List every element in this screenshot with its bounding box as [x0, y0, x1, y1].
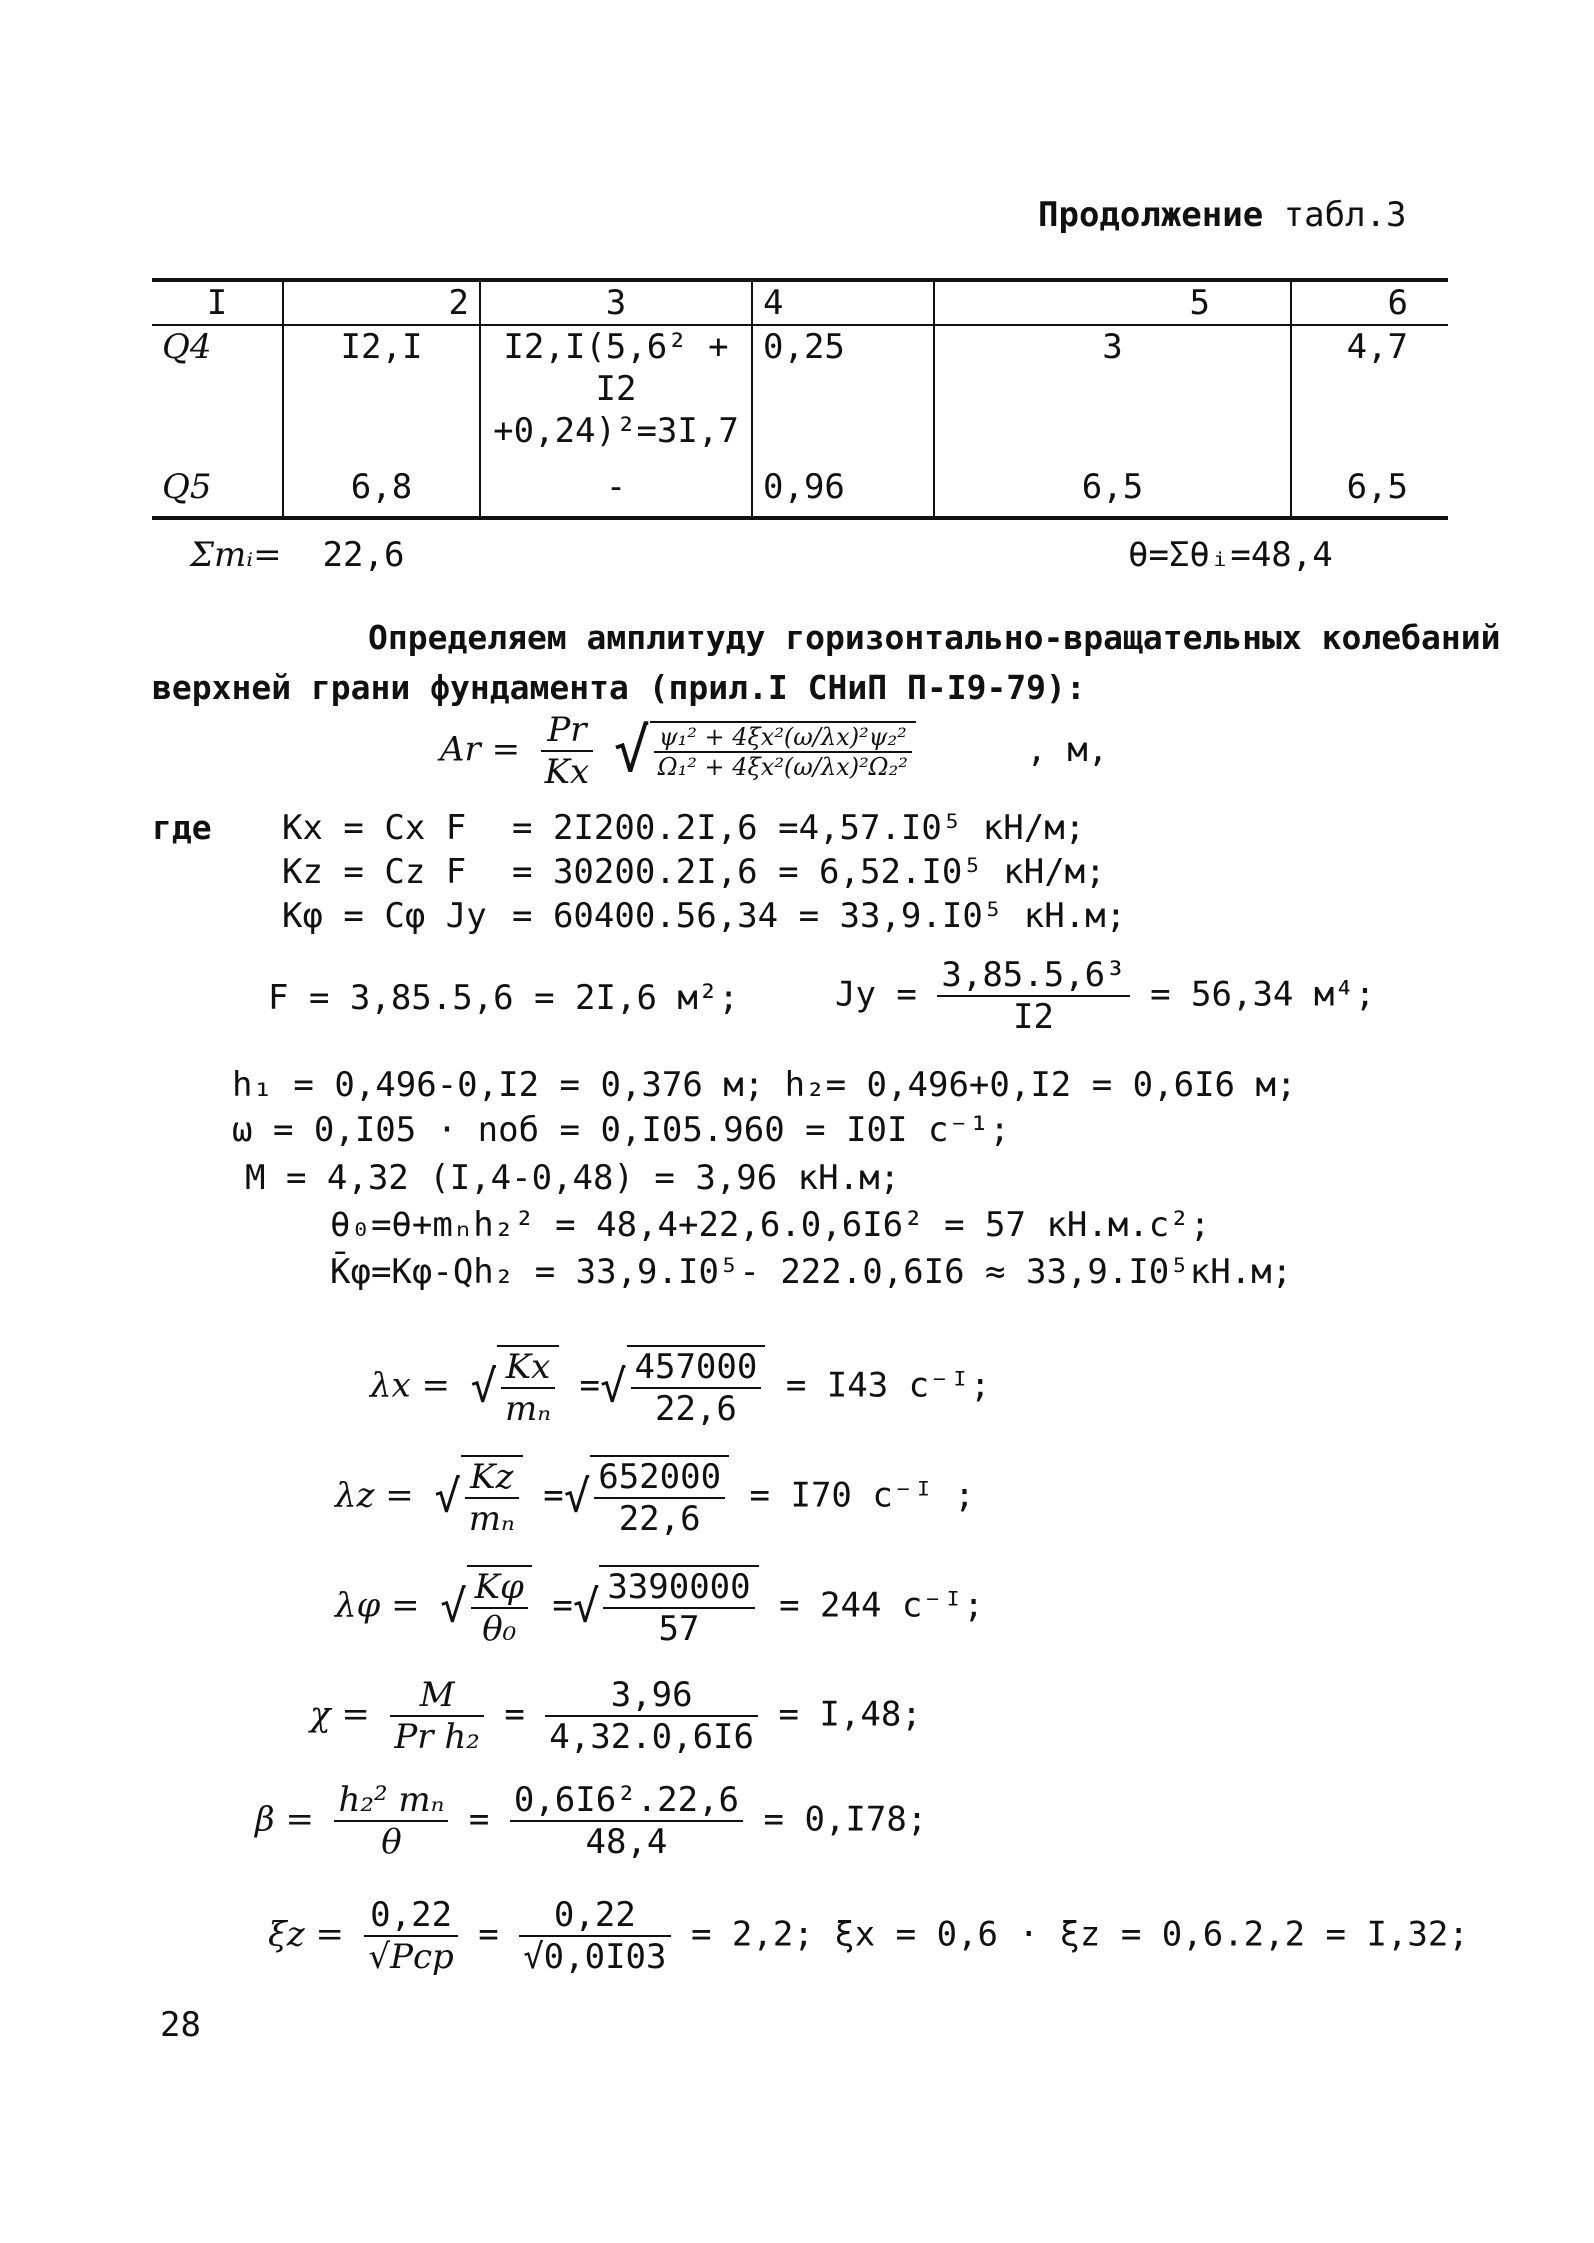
where-label: где — [152, 808, 212, 847]
h-line: h₁ = 0,496-0,I2 = 0,376 м; h₂= 0,496+0,I2 = 0,6I6 м; — [232, 1065, 1297, 1105]
sum-masses: Σmᵢ= 22,6 — [190, 535, 405, 575]
table-cell: 4,7 — [1291, 325, 1448, 466]
table-cell: 0,96 — [752, 466, 934, 518]
beta-line: β = $\frac{\text{h₂² mₙ}}{\theta}$ = $\frac{\text{0,6I6².22,6}}{48,4}$ = 0,I78; — [255, 1780, 928, 1862]
col-header: 5 — [934, 280, 1291, 325]
table-cell: - — [480, 466, 752, 518]
xi-line: ξz = $\frac{0,22}{\text{√Pcp}}$ = $\frac{0,22}{√0,0I03}$ = 2,2; ξx = 0,6 · ξz = 0,6.2,2 = I,32; — [268, 1895, 1469, 1977]
table-cell: Q5 — [152, 466, 283, 518]
table-row — [152, 325, 1448, 466]
paragraph-line-2: верхней грани фундамента (прил.I СНиП П-I9-79): — [152, 668, 1086, 707]
omega-line: ω = 0,I05 · nоб = 0,I05.960 = I0I с⁻¹; — [232, 1110, 1010, 1150]
lambda-x: λx = √ $\frac{Kx}{\text{mₙ}}$ =√ $\frac{457000}{22,6}$ = I43 с⁻ᴵ; — [370, 1347, 991, 1429]
table-cell: 6,5 — [1291, 466, 1448, 518]
table-cell: 6,8 — [283, 466, 480, 518]
col-header: 6 — [1291, 280, 1448, 325]
table-header-row — [152, 280, 1448, 325]
page-number: 28 — [160, 2005, 201, 2045]
table-cell: 3 — [934, 325, 1291, 466]
k-line: Kx = Cx F = 2I200.2I,6 =4,57.I0⁵ кН/м; — [282, 808, 1086, 848]
k-line: Kz = Cz F = 30200.2I,6 = 6,52.I0⁵ кН/м; — [282, 852, 1106, 892]
table-cell: 0,25 — [752, 325, 934, 466]
theta0-line: θ₀=θ+mₙh₂² = 48,4+22,6.0,6I6² = 57 кН.м.с²; — [330, 1205, 1211, 1245]
formula-amplitude: Ar = $\frac{Pr}{Kx}$ √ $\frac{\text{ψ₁² + 4ξx²(ω/λx)²ψ₂²}}{\text{Ω₁² + 4ξx²(ω/λx)²Ω₂²}}$ , м, — [440, 710, 1109, 792]
sum-theta: θ=Σθᵢ=48,4 — [1128, 535, 1333, 575]
k-line: Kφ = Cφ Jy = 60400.56,34 = 33,9.I0⁵ кН.м; — [282, 896, 1127, 936]
col-header: 4 — [752, 280, 934, 325]
table-caption: Продолжение табл.3 — [1038, 195, 1407, 235]
jy-line: Jy = $\frac{\text{3,85.5,6³}}{I2}$ = 56,34 м⁴; — [835, 955, 1376, 1037]
table-row — [152, 466, 1448, 518]
continuation-table — [152, 278, 1448, 520]
table-cell: 6,5 — [934, 466, 1291, 518]
col-header: I — [152, 280, 283, 325]
kphi-line: K̄φ=Kφ-Qh₂ = 33,9.I0⁵- 222.0,6I6 ≈ 33,9.I0⁵кН.м; — [330, 1252, 1293, 1292]
paragraph-line-1: Определяем амплитуду горизонтально-вращательных колебаний — [368, 618, 1501, 657]
lambda-phi: λφ = √ $\frac{K\varphi}{\text{θ₀}}$ =√ $\frac{3390000}{57}$ = 244 с⁻ᴵ; — [335, 1567, 984, 1649]
table-cell: I2,I(5,6² + I2 +0,24)²=3I,7 — [480, 325, 752, 466]
col-header: 2 — [283, 280, 480, 325]
table-cell: Q4 — [162, 327, 212, 367]
chi-line: χ = $\frac{M}{\text{Pr h₂}}$ = $\frac{3,96}{4,32.0,6I6}$ = I,48; — [310, 1675, 922, 1757]
table-cell: I2,I — [283, 325, 480, 466]
col-header: 3 — [480, 280, 752, 325]
f-area-line: F = 3,85.5,6 = 2I,6 м²; — [268, 978, 739, 1018]
lambda-z: λz = √ $\frac{Kz}{\text{mₙ}}$ =√ $\frac{652000}{22,6}$ = I70 с⁻ᴵ ; — [335, 1457, 975, 1539]
moment-line: M = 4,32 (I,4-0,48) = 3,96 кН.м; — [245, 1158, 901, 1198]
